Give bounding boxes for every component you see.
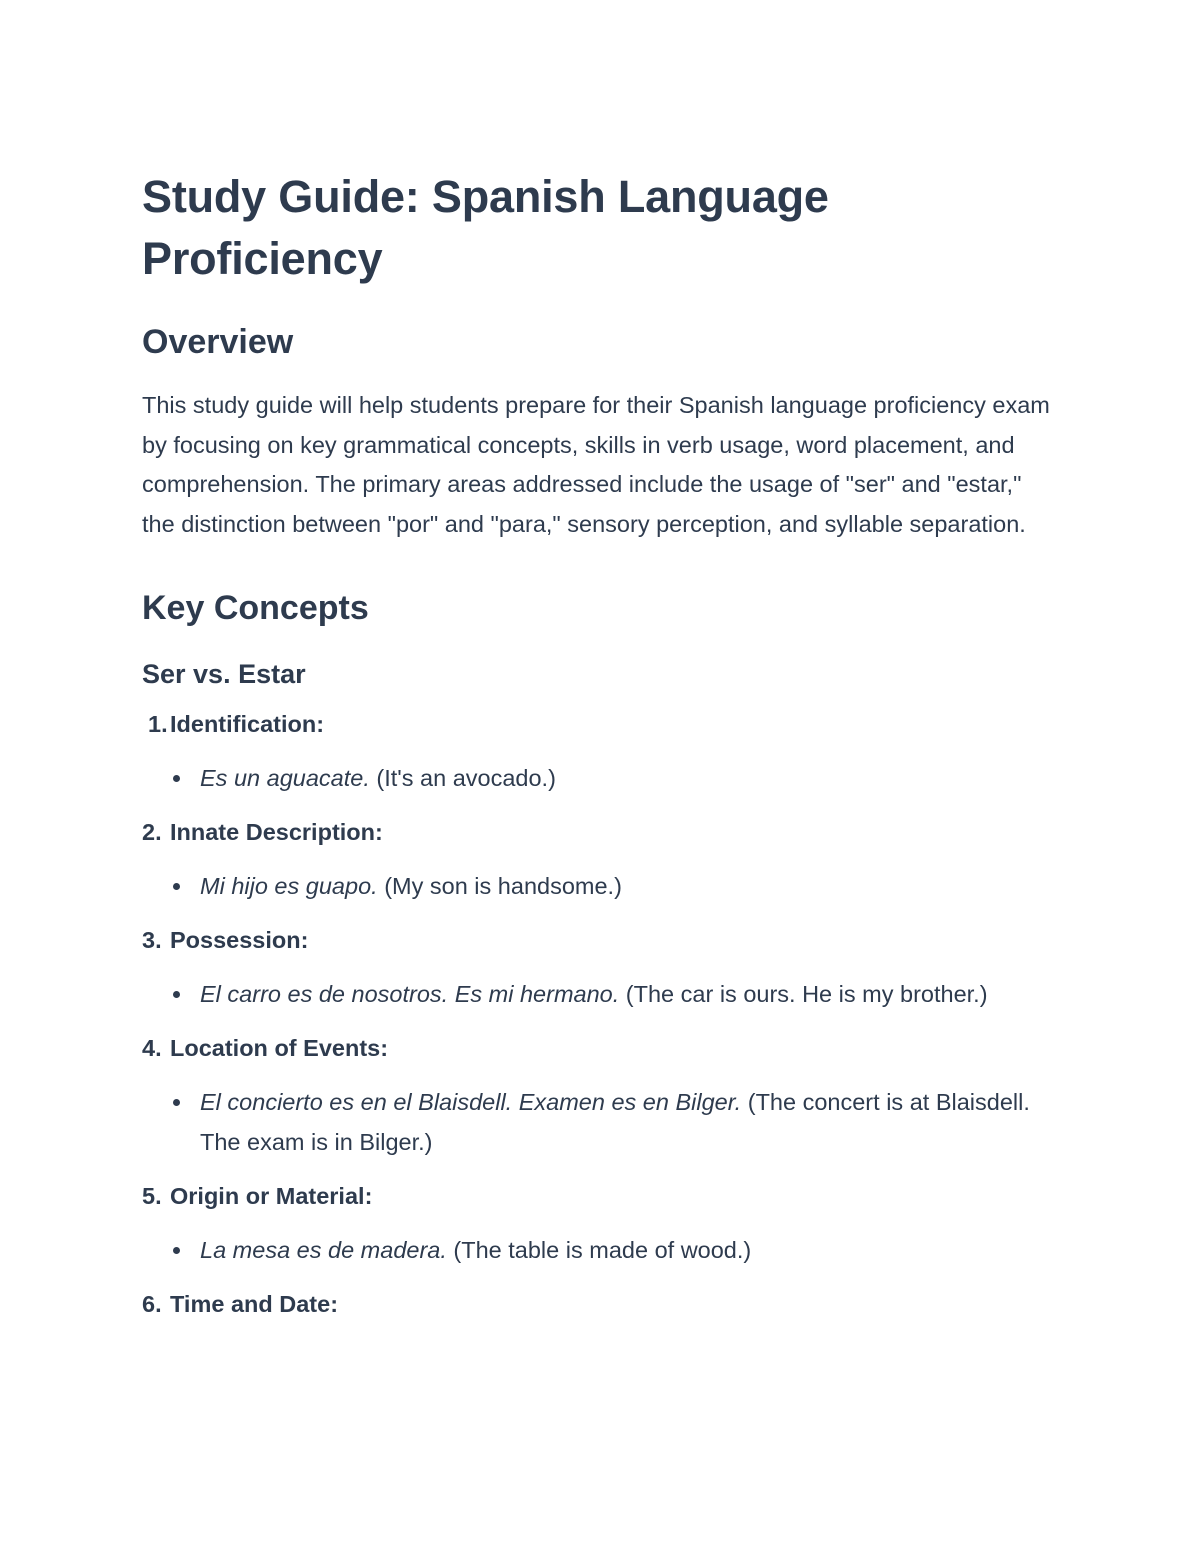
list-item-example <box>142 1230 1060 1270</box>
list-item-heading <box>142 1030 1062 1066</box>
example-spanish: Mi hijo es guapo. <box>200 873 378 899</box>
list-item-label: Location of Events: <box>170 1035 389 1061</box>
example-translation: (The concert is at Blaisdell. The exam is in Bilger.) <box>200 1089 1030 1155</box>
list-item-number: 2. <box>142 819 162 845</box>
example-spanish: La mesa es de madera. <box>200 1237 447 1263</box>
overview-heading: Overview <box>142 323 294 361</box>
list-item-number: 1. <box>148 711 168 737</box>
list-item-number: 4. <box>142 1035 162 1061</box>
bullet-icon <box>173 1099 180 1106</box>
example-translation: (The car is ours. He is my brother.) <box>619 981 988 1007</box>
bullet-icon <box>173 991 180 998</box>
page-title <box>142 166 1062 290</box>
bullet-icon <box>173 1247 180 1254</box>
bullet-icon <box>173 883 180 890</box>
ser-vs-estar-heading: Ser vs. Estar <box>142 659 306 689</box>
example-spanish: El concierto es en el Blaisdell. Examen es en Bilger. <box>200 1089 742 1115</box>
list-item-example <box>142 758 1060 798</box>
example-spanish: El carro es de nosotros. Es mi hermano. <box>200 981 620 1007</box>
list-item-number: 5. <box>142 1183 162 1209</box>
example-translation: (It's an avocado.) <box>369 765 556 791</box>
list-item-label: Identification: <box>170 711 325 737</box>
list-item-heading <box>142 922 1062 958</box>
overview-paragraph: This study guide will help students prepare for their Spanish language proficiency exam by focusing on key grammatical concepts, skills in verb usage, word placement, and comprehension. The primary areas addressed include the usage of "ser" and "estar," the distinction between "por" and "para," sensory perception, and syllable separation. <box>142 392 1050 537</box>
example-translation: (My son is handsome.) <box>377 873 622 899</box>
key-concepts-heading: Key Concepts <box>142 589 369 627</box>
page-title-line2: Proficiency <box>142 233 383 284</box>
list-item-heading <box>142 706 1062 742</box>
list-item-example <box>142 866 1060 906</box>
example-translation: (The table is made of wood.) <box>446 1237 752 1263</box>
list-item-example <box>142 974 1060 1014</box>
list-item-heading <box>142 1178 1062 1214</box>
list-item-example <box>142 1082 1060 1162</box>
list-item-label: Origin or Material: <box>170 1183 373 1209</box>
page-title-line1: Study Guide: Spanish Language <box>142 171 829 222</box>
list-item-label: Possession: <box>170 927 309 953</box>
list-item-heading <box>142 1286 1062 1322</box>
bullet-icon <box>173 775 180 782</box>
list-item-label: Time and Date: <box>170 1291 339 1317</box>
example-spanish: Es un aguacate. <box>200 765 370 791</box>
list-item-number: 6. <box>142 1291 162 1317</box>
list-item-heading <box>142 814 1062 850</box>
list-item-number: 3. <box>142 927 162 953</box>
list-item-label: Innate Description: <box>170 819 383 845</box>
document-page <box>142 166 1062 1322</box>
ser-estar-list <box>142 706 1062 1322</box>
